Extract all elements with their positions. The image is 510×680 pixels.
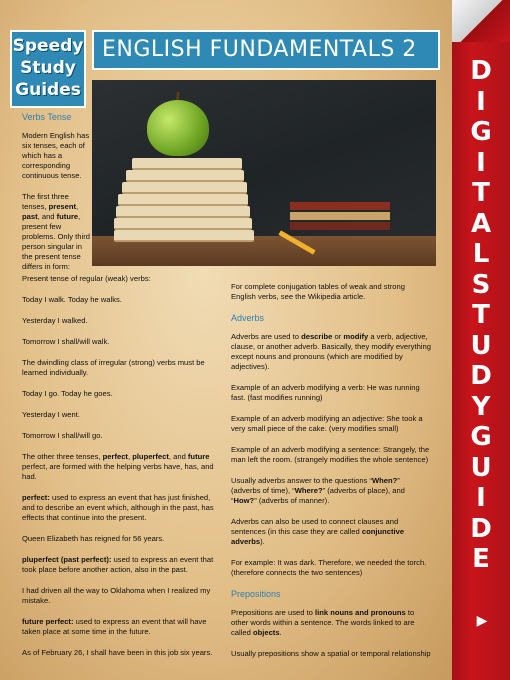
book-title: ENGLISH FUNDAMENTALS 2 bbox=[92, 30, 440, 70]
paragraph: Yesterday I went. bbox=[22, 410, 80, 419]
paragraph: Queen Elizabeth has reigned for 56 years. bbox=[22, 534, 165, 543]
logo-line-3: Guides bbox=[15, 80, 81, 100]
spine-letter: G bbox=[470, 117, 492, 147]
heading-prepositions: Prepositions bbox=[231, 589, 281, 599]
paragraph: For example: It was dark. Therefore, we needed the torch. (therefore connects the two sentences) bbox=[231, 558, 427, 577]
paragraph: Adverbs are used to describe or modify a verb, adjective, clause, or another adverb. Basically, they modify everything except nouns and pronouns (which are modified by adjectives). bbox=[231, 332, 431, 371]
heading-verbs-tense: Verbs Tense bbox=[22, 112, 72, 122]
page-curl bbox=[452, 0, 510, 42]
cover-photo-apple-books bbox=[92, 80, 436, 266]
spine-letter: T bbox=[472, 300, 490, 330]
spine-letter: S bbox=[471, 269, 491, 300]
paragraph: Tomorrow I shall/will walk. bbox=[22, 337, 110, 346]
paragraph: Modern English has six tenses, each of which has a corresponding continuous tense. bbox=[22, 131, 90, 180]
logo-line-1: Speedy bbox=[12, 36, 84, 56]
left-column bbox=[22, 274, 220, 669]
spine-letter: D bbox=[470, 513, 492, 544]
paragraph: perfect: used to express an event that has just finished, and to describe an event which, although in the past, has effects that continue into the present. bbox=[22, 493, 214, 522]
spine-letter: D bbox=[470, 361, 492, 391]
paragraph: Example of an adverb modifying a verb: He was running fast. (fast modifies running) bbox=[231, 383, 420, 402]
paragraph: Today I go. Today he goes. bbox=[22, 389, 113, 398]
spine-letter: E bbox=[472, 544, 490, 574]
spine-letter: I bbox=[476, 147, 486, 178]
spine-letter: Y bbox=[471, 391, 491, 422]
spine-letter: L bbox=[472, 239, 490, 269]
paragraph: Yesterday I walked. bbox=[22, 316, 88, 325]
paragraph: The other three tenses, perfect, pluperfect, and future perfect, are formed with the helping verbs have, has, and had. bbox=[22, 452, 214, 481]
apple-icon bbox=[147, 100, 209, 156]
paragraph: As of February 26, I shall have been in this job six years. bbox=[22, 648, 213, 657]
spine-letter: U bbox=[470, 330, 492, 361]
spine-letter: U bbox=[470, 452, 492, 483]
spine-label-digital-study-guide bbox=[452, 56, 510, 575]
spine-letter: G bbox=[470, 422, 492, 452]
logo-line-2: Study bbox=[20, 58, 76, 78]
paragraph: future perfect: used to express an event that will have taken place at some time in the future. bbox=[22, 617, 207, 636]
paragraph: Usually adverbs answer to the questions “When?” (adverbs of time), “Where?” (adverbs of place), and “How?” (adverbs of manner). bbox=[231, 476, 405, 505]
paragraph: Prepositions are used to link nouns and pronouns to other words within a sentence. The words linked to are called objects. bbox=[231, 608, 415, 637]
paragraph: Present tense of regular (weak) verbs: bbox=[22, 274, 151, 283]
spine-letter: A bbox=[470, 208, 492, 239]
paragraph: Adverbs can also be used to connect clauses and sentences (in this case they are called conjunctive adverbs). bbox=[231, 517, 405, 546]
spine-letter: T bbox=[472, 178, 490, 208]
speedy-study-guides-logo bbox=[10, 30, 86, 108]
paragraph: Today I walk. Today he walks. bbox=[22, 295, 122, 304]
spine-letter: D bbox=[470, 56, 492, 86]
ebook-logo-icon: ▶ bbox=[476, 612, 488, 628]
paragraph: The first three tenses, present, past, and future, present few problems. Only third person singular in the present tense differs in form: bbox=[22, 192, 90, 271]
paragraph: Example of an adverb modifying an adjective: She took a very small piece of the cake. (very modifies small) bbox=[231, 414, 423, 433]
paragraph: Example of an adverb modifying a sentence: Strangely, the man left the room. (strangely modifies the whole sentence) bbox=[231, 445, 430, 464]
paragraph: Usually prepositions show a spatial or temporal relationship bbox=[231, 649, 431, 658]
paragraph: Tomorrow I shall/will go. bbox=[22, 431, 103, 440]
right-column bbox=[231, 282, 431, 670]
intro-column bbox=[22, 112, 92, 283]
spine-letter: I bbox=[476, 86, 486, 117]
heading-adverbs: Adverbs bbox=[231, 313, 265, 323]
paragraph: pluperfect (past perfect): used to express an event that took place before another action, also in the past. bbox=[22, 555, 214, 574]
paragraph: The dwindling class of irregular (strong) verbs must be learned individually. bbox=[22, 358, 205, 377]
paragraph: For complete conjugation tables of weak and strong English verbs, see the Wikipedia article. bbox=[231, 282, 405, 301]
spine-letter: I bbox=[476, 483, 486, 513]
paragraph: I had driven all the way to Oklahoma when I realized my mistake. bbox=[22, 586, 211, 605]
